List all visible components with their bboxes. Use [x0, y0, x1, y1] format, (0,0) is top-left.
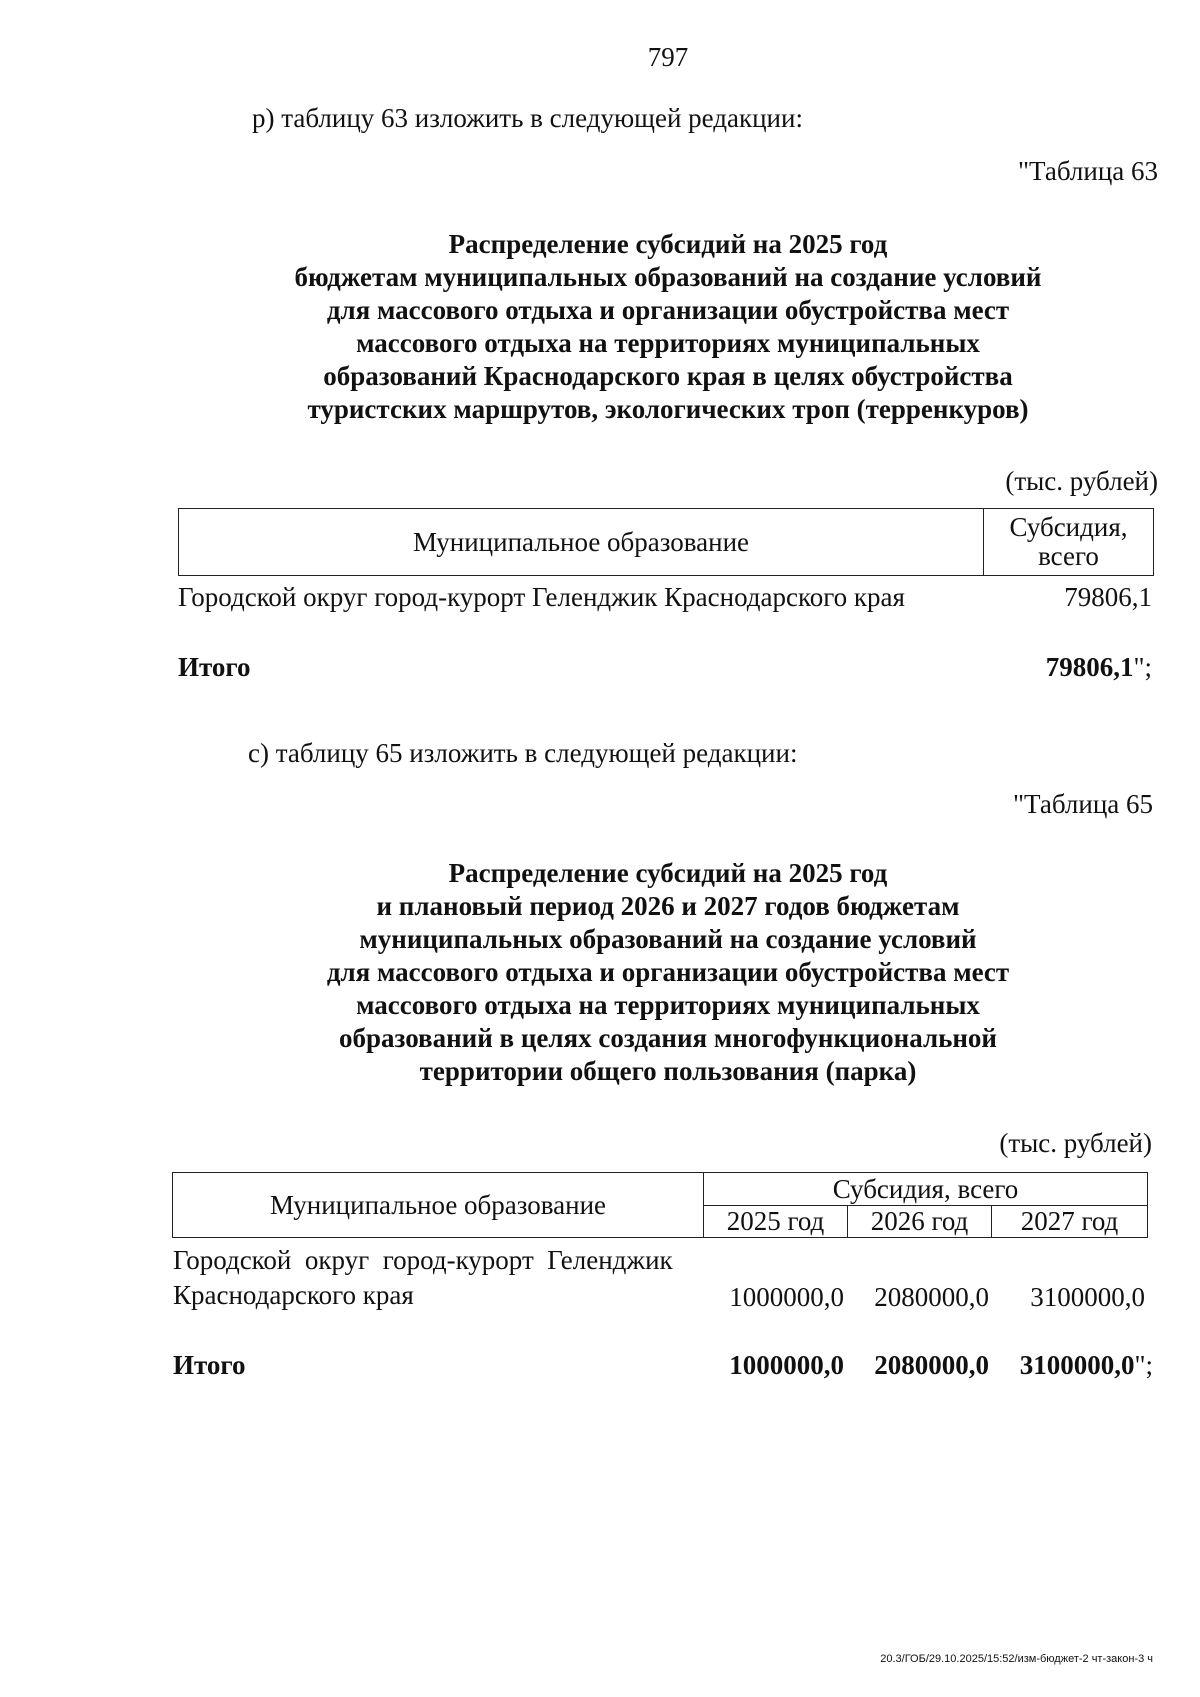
title-line: для массового отдыха и организации обустройства мест [326, 957, 1010, 987]
title-line: массового отдыха на территориях муниципальных [356, 328, 980, 358]
title-line: муниципальных образований на создание условий [359, 924, 977, 954]
table63-row-value: 79806,1 [1064, 582, 1152, 612]
table63-total-suffix: "; [1133, 652, 1152, 682]
table63-row-municipality: Городской округ город-курорт Геленджик Краснодарского края [178, 582, 905, 612]
document-footer: 20.3/ГОБ/29.10.2025/15:52/изм-бюджет-2 чт-закон-3 ч [880, 1653, 1153, 1665]
header-year-label: 2027 год [1020, 1206, 1119, 1236]
table65-row-municipality-line1: Городской округ город-курорт Геленджик [173, 1245, 673, 1275]
table65-header-year-2027 [991, 1205, 1148, 1238]
table65-row-value-2025: 1000000,0 [729, 1282, 844, 1312]
table65-row-value-2026: 2080000,0 [874, 1282, 989, 1312]
title-line: бюджетам муниципальных образований на создание условий [294, 262, 1042, 292]
table63-header-municipality [178, 508, 984, 576]
section-s-title [130, 857, 1200, 1088]
section-s-units: (тыс. рублей) [999, 1128, 1152, 1158]
title-line: образований в целях создания многофункциональной [339, 1023, 997, 1053]
section-p-title [130, 228, 1200, 426]
table63-total-cell [1046, 652, 1152, 683]
table63-total-value: 79806,1 [1045, 652, 1134, 682]
header-subsidy-line2: всего [1038, 541, 1099, 571]
table65-header-year-2026 [847, 1205, 992, 1238]
title-line: и плановый период 2026 и 2027 годов бюджетам [376, 891, 960, 921]
title-line: Распределение субсидий на 2025 год [448, 858, 888, 888]
header-subsidy-label: Субсидия, всего [832, 1173, 1019, 1204]
table65-total-2025: 1000000,0 [729, 1350, 844, 1380]
table65-total-label: Итого [173, 1350, 246, 1380]
section-p-units: (тыс. рублей) [1005, 466, 1158, 496]
page-number: 797 [647, 42, 689, 72]
header-year-label: 2026 год [870, 1206, 969, 1236]
section-s-intro: с) таблицу 65 изложить в следующей редакции: [248, 738, 798, 768]
header-municipality-label: Муниципальное образование [412, 526, 750, 557]
table65-total-2026: 2080000,0 [874, 1350, 989, 1380]
header-municipality-label: Муниципальное образование [269, 1189, 607, 1220]
table63-total-label: Итого [178, 652, 251, 682]
title-line: массового отдыха на территориях муниципальных [356, 990, 980, 1020]
section-p-table-label: "Таблица 63 [1018, 156, 1158, 186]
title-line: образований Краснодарского края в целях обустройства [323, 361, 1013, 391]
table65-total-2027-cell [1020, 1350, 1153, 1381]
table65-header-year-2025 [703, 1205, 848, 1238]
table63-header-subsidy [983, 508, 1154, 576]
table65-header-subsidy [703, 1172, 1148, 1206]
table65-total-suffix: "; [1134, 1350, 1153, 1380]
title-line: Распределение субсидий на 2025 год [448, 229, 888, 259]
header-subsidy-line1: Субсидия, [1009, 512, 1128, 542]
header-year-label: 2025 год [726, 1206, 825, 1236]
title-line: территории общего пользования (парка) [419, 1056, 917, 1086]
section-p-intro: р) таблицу 63 изложить в следующей редакции: [252, 103, 803, 133]
table65-header-municipality [172, 1172, 704, 1238]
section-s-table-label: "Таблица 65 [1013, 789, 1153, 819]
table65-row-municipality-line2: Краснодарского края [173, 1280, 414, 1310]
table65-total-2027: 3100000,0 [1019, 1350, 1135, 1380]
title-line: туристских маршрутов, экологических троп (терренкуров) [307, 394, 1029, 424]
table65-row-value-2027: 3100000,0 [1030, 1282, 1145, 1312]
title-line: для массового отдыха и организации обустройства мест [326, 295, 1010, 325]
